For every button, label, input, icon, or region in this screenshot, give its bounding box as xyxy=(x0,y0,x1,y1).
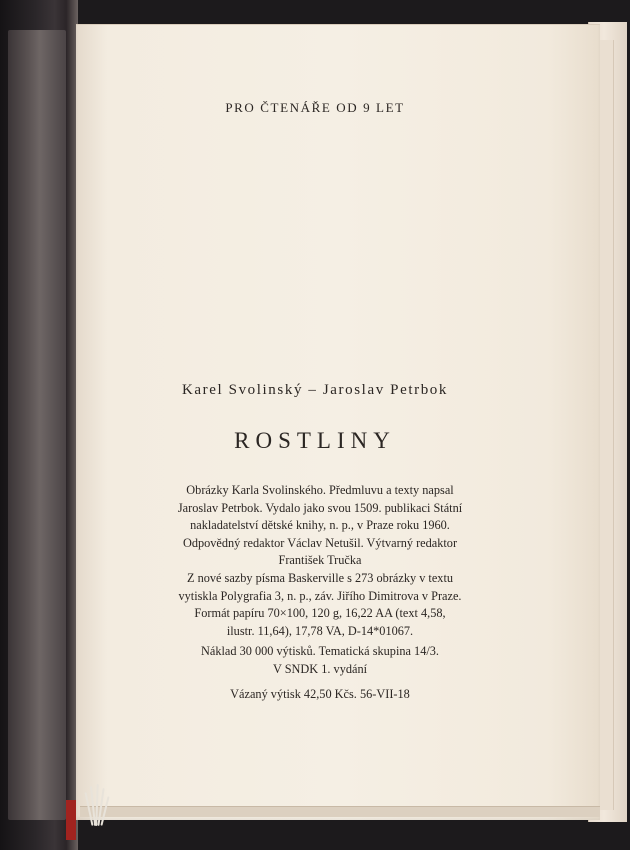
imprint-line: Náklad 30 000 výtisků. Tematická skupina 14/3. xyxy=(201,644,439,658)
imprint-price xyxy=(160,686,480,704)
imprint-line: ilustr. 11,64), 17,78 VA, D-14*01067. xyxy=(226,623,414,638)
imprint-printing xyxy=(160,570,480,640)
imprint-line: vytiskla Polygrafia 3, n. p., záv. Jiřího Dimitrova v Praze. xyxy=(178,588,462,603)
imprint-line: František Tručka xyxy=(278,553,362,567)
imprint-line: nakladatelství dětské knihy, n. p., v Praze roku 1960. xyxy=(190,518,450,532)
spine-cloth xyxy=(8,30,66,820)
book-spine xyxy=(0,0,78,850)
authors: Karel Svolinský – Jaroslav Petrbok xyxy=(181,382,449,398)
imprint-credits xyxy=(160,482,480,570)
back-cover-inner-edge xyxy=(598,40,614,810)
book-title: ROSTLINY xyxy=(234,428,396,453)
imprint-line: Obrázky Karla Svolinského. Předmluvu a texty napsal xyxy=(186,483,454,497)
imprint-edition xyxy=(160,643,480,678)
imprint-line: Formát papíru 70×100, 120 g, 16,22 AA (text 4,58, xyxy=(194,606,446,620)
imprint-line: Z nové sazby písma Baskerville s 273 obrázky v textu xyxy=(186,571,454,585)
imprint-line: V SNDK 1. vydání xyxy=(272,661,368,676)
imprint-line: Jaroslav Petrbok. Vydalo jako svou 1509. publikaci Státní xyxy=(177,500,463,515)
page-bottom-edge xyxy=(80,806,600,817)
bookmark-ribbon xyxy=(72,780,112,826)
imprint-line: Odpovědný redaktor Václav Netušil. Výtvarný redaktor xyxy=(182,535,458,550)
age-note: PRO ČTENÁŘE OD 9 LET xyxy=(225,100,405,115)
price-line: Vázaný výtisk 42,50 Kčs. 56-VII-18 xyxy=(230,687,410,701)
